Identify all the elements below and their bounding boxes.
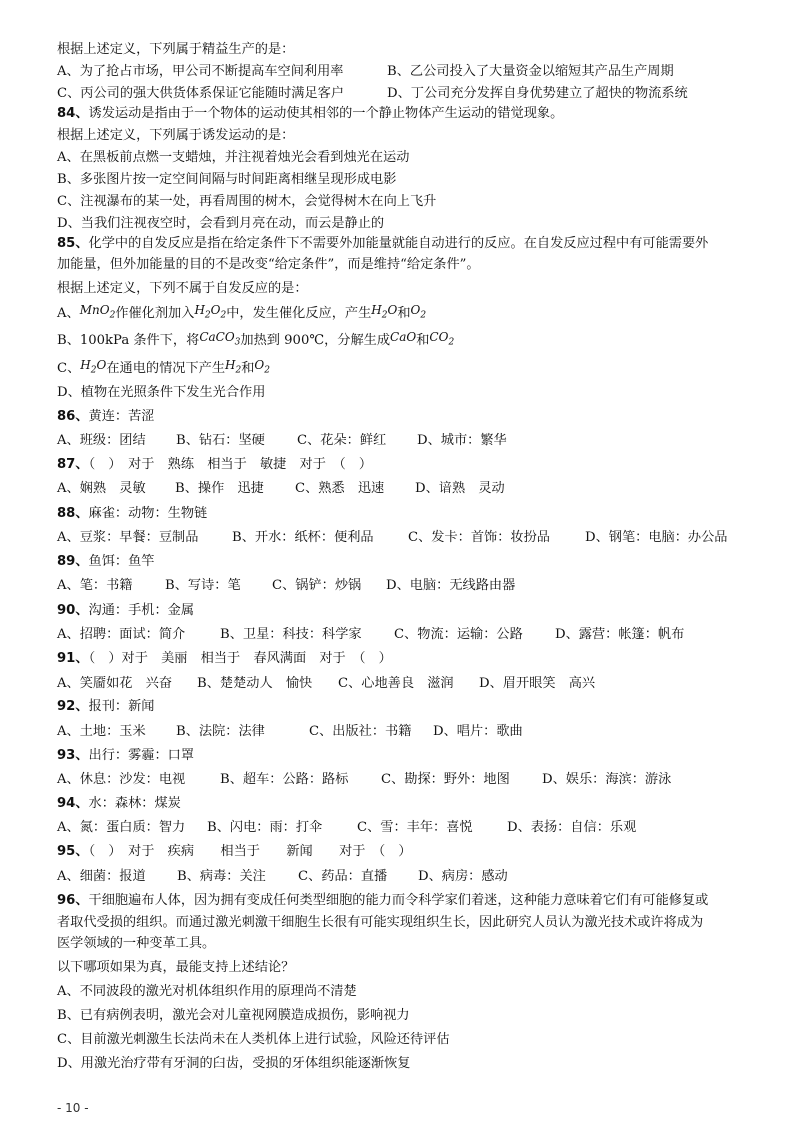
q89-option-a[interactable]: A、笔：书籍 (57, 578, 133, 593)
q83-option-c[interactable]: C、丙公司的强大供货体系保证它能随时满足客户 (57, 86, 345, 101)
q84-option-a[interactable]: A、在黑板前点燃一支蜡烛，并注视着烛光会看到烛光在运动 (57, 150, 410, 165)
q92-option-b[interactable]: B、法院：法律 (176, 724, 265, 739)
formula-h2o: $H_2O$ (371, 303, 398, 321)
q89-option-c[interactable]: C、锅铲：炒锅 (272, 578, 362, 593)
q93-options (57, 770, 760, 790)
q92-option-d[interactable]: D、唱片：歌曲 (433, 724, 523, 739)
q90-option-d[interactable]: D、露营：帐篷：帆布 (555, 627, 685, 642)
q87-question: 87、（ ） 对于 熟练 相当于 敏捷 对于 （ ） (57, 457, 373, 472)
q90-option-c[interactable]: C、物流：运输：公路 (394, 627, 523, 642)
formula-h2o2: $H_2O_2$ (194, 303, 227, 321)
q87-option-a[interactable]: A、娴熟 灵敏 (57, 481, 146, 496)
q84-number: 84、 (57, 106, 89, 121)
q94-options (57, 818, 760, 838)
q94-question: 94、水：森林：煤炭 (57, 796, 181, 811)
q85-question-line1 (57, 234, 760, 254)
q84-stem: 根据上述定义，下列属于诱发运动的是： (57, 128, 295, 143)
q88-option-c[interactable]: C、发卡：首饰：妆扮品 (408, 530, 550, 545)
q89-options (57, 576, 760, 596)
q95-option-a[interactable]: A、细菌：报道 (57, 869, 146, 884)
q87-option-d[interactable]: D、谙熟 灵动 (415, 481, 505, 496)
q85-stem: 根据上述定义，下列不属于自发反应的是： (57, 281, 308, 296)
q96-option-d[interactable]: D、用激光治疗带有牙洞的臼齿，受损的牙体组织能逐渐恢复 (57, 1056, 411, 1071)
formula-co2: $CO_2$ (429, 330, 455, 348)
q94-option-b[interactable]: B、闪电：雨：打伞 (207, 820, 323, 835)
q94-option-d[interactable]: D、表扬：自信：乐观 (507, 820, 637, 835)
q88-option-a[interactable]: A、豆浆：早餐：豆制品 (57, 530, 199, 545)
q84-option-d[interactable]: D、当我们注视夜空时，会看到月亮在动，而云是静止的 (57, 216, 385, 231)
q85-option-a[interactable]: A、MnO$_2$作催化剂加入$H_2O_2$中，发生催化反应，产生$H_2O$和$O_2$ (57, 303, 427, 321)
q87-options (57, 479, 760, 499)
q85-option-d[interactable]: D、植物在光照条件下发生光合作用 (57, 385, 266, 400)
q84-option-c[interactable]: C、注视瀑布的某一处，再看周围的树木，会觉得树木在向上飞升 (57, 194, 437, 209)
formula-h2o-c: $H_2O$ (80, 358, 107, 376)
q95-option-b[interactable]: B、病毒：关注 (177, 869, 266, 884)
q93-question: 93、出行：雾霾：口罩 (57, 748, 195, 763)
page-number: - 10 - (57, 1101, 89, 1115)
q96-question-line1: 96、干细胞遍布人体，因为拥有变成任何类型细胞的能力而令科学家们着迷，这种能力意味着它们有可能修复或 (57, 893, 709, 908)
q96-question-line3: 医学领域的一种变革工具。 (57, 936, 216, 951)
q89-option-b[interactable]: B、写诗：笔 (165, 578, 241, 593)
q83-option-b[interactable]: B、乙公司投入了大量资金以缩短其产品生产周期 (387, 64, 674, 79)
q83-option-d[interactable]: D、丁公司充分发挥自身优势建立了超快的物流系统 (387, 86, 688, 101)
q92-option-c[interactable]: C、出版社：书籍 (309, 724, 412, 739)
formula-o2-c: $O_2$ (254, 358, 270, 376)
q96-stem: 以下哪项如果为真，最能支持上述结论？ (57, 960, 295, 975)
q89-question: 89、鱼饵：鱼竿 (57, 554, 155, 569)
q95-question: 95、（ ） 对于 疾病 相当于 新闻 对于 （ ） (57, 844, 412, 859)
q85-option-b[interactable]: B、100kPa 条件下，将CaCO$_3$加热到 900℃，分解生成CaO和$CO_2$ (57, 330, 455, 348)
q85-number: 85、 (57, 236, 89, 251)
formula-o2: $O_2$ (410, 303, 427, 321)
q96-option-c[interactable]: C、目前激光刺激生长法尚未在人类机体上进行试验，风险还待评估 (57, 1032, 450, 1047)
q87-option-b[interactable]: B、操作 迅捷 (175, 481, 264, 496)
q87-option-c[interactable]: C、熟悉 迅速 (295, 481, 385, 496)
formula-caco3: CaCO$_3$ (199, 330, 241, 348)
q86-options (57, 431, 760, 451)
formula-h2: $H_2$ (225, 358, 242, 376)
q83-option-a[interactable]: A、为了抢占市场，甲公司不断提高车空间利用率 (57, 64, 344, 79)
q85-question-line2: 加能量，但外加能量的目的不是改变“给定条件”，而是维持“给定条件”。 (57, 257, 480, 272)
q84-option-b[interactable]: B、多张图片按一定空间间隔与时间距离相继呈现形成电影 (57, 172, 397, 187)
q91-option-b[interactable]: B、楚楚动人 愉快 (197, 676, 313, 691)
q86-option-b[interactable]: B、钻石：坚硬 (176, 433, 265, 448)
q91-option-d[interactable]: D、眉开眼笑 高兴 (479, 676, 596, 691)
q92-options (57, 722, 760, 742)
q88-options (57, 528, 760, 548)
q96-option-a[interactable]: A、不同波段的激光对机体组织作用的原理尚不清楚 (57, 984, 357, 999)
q93-option-a[interactable]: A、休息：沙发：电视 (57, 772, 186, 787)
q86-question: 86、黄连：苦涩 (57, 409, 155, 424)
q86-option-a[interactable]: A、班级：团结 (57, 433, 146, 448)
q90-question: 90、沟通：手机：金属 (57, 603, 195, 618)
q92-option-a[interactable]: A、土地：玉米 (57, 724, 146, 739)
q89-option-d[interactable]: D、电脑：无线路由器 (386, 578, 516, 593)
q88-option-b[interactable]: B、开水：纸杯：便利品 (232, 530, 374, 545)
q93-option-b[interactable]: B、超车：公路：路标 (220, 772, 349, 787)
q93-option-c[interactable]: C、勘探：野外：地图 (381, 772, 510, 787)
q90-option-b[interactable]: B、卫星：科技：科学家 (220, 627, 362, 642)
q94-option-a[interactable]: A、氮：蛋白质：智力 (57, 820, 186, 835)
q88-question: 88、麻雀：动物：生物链 (57, 506, 208, 521)
q86-option-c[interactable]: C、花朵：鲜红 (297, 433, 387, 448)
q93-option-d[interactable]: D、娱乐：海滨：游泳 (542, 772, 672, 787)
q94-option-c[interactable]: C、雪：丰年：喜悦 (357, 820, 473, 835)
q91-options (57, 674, 760, 694)
q85-option-c[interactable]: C、$H_2O$在通电的情况下产生$H_2$和$O_2$ (57, 358, 270, 376)
formula-mno2: MnO$_2$ (79, 303, 116, 321)
q85-text1: 化学中的自发反应是指在给定条件下不需要外加能量就能自动进行的反应。在自发反应过程中有可能需要外 (88, 236, 709, 251)
formula-cao: CaO (390, 330, 417, 344)
q84-question (57, 104, 760, 124)
q84-text: 诱发运动是指由于一个物体的运动使其相邻的一个静止物体产生运动的错觉现象。 (88, 106, 564, 121)
q86-option-d[interactable]: D、城市：繁华 (417, 433, 507, 448)
q90-options (57, 625, 760, 645)
q91-option-c[interactable]: C、心地善良 滋润 (338, 676, 454, 691)
q83-stem: 根据上述定义，下列属于精益生产的是： (57, 42, 295, 57)
q83-options-row1 (57, 62, 760, 82)
q91-option-a[interactable]: A、笑靥如花 兴奋 (57, 676, 173, 691)
q88-option-d[interactable]: D、钢笔：电脑：办公品 (585, 530, 728, 545)
q83-options-row2 (57, 84, 760, 104)
q92-question: 92、报刊：新闻 (57, 699, 155, 714)
q95-options (57, 867, 760, 887)
q96-question-line2: 者取代受损的组织。而通过激光刺激干细胞生长很有可能实现组织生长，因此研究人员认为激光技术或许将成为 (57, 915, 704, 930)
q95-option-c[interactable]: C、药品：直播 (298, 869, 388, 884)
q91-question: 91、（ ）对于 美丽 相当于 春风满面 对于 （ ） (57, 651, 392, 666)
q96-option-b[interactable]: B、已有病例表明，激光会对儿童视网膜造成损伤，影响视力 (57, 1008, 410, 1023)
q90-option-a[interactable]: A、招聘：面试：简介 (57, 627, 186, 642)
q95-option-d[interactable]: D、病房：感动 (418, 869, 508, 884)
